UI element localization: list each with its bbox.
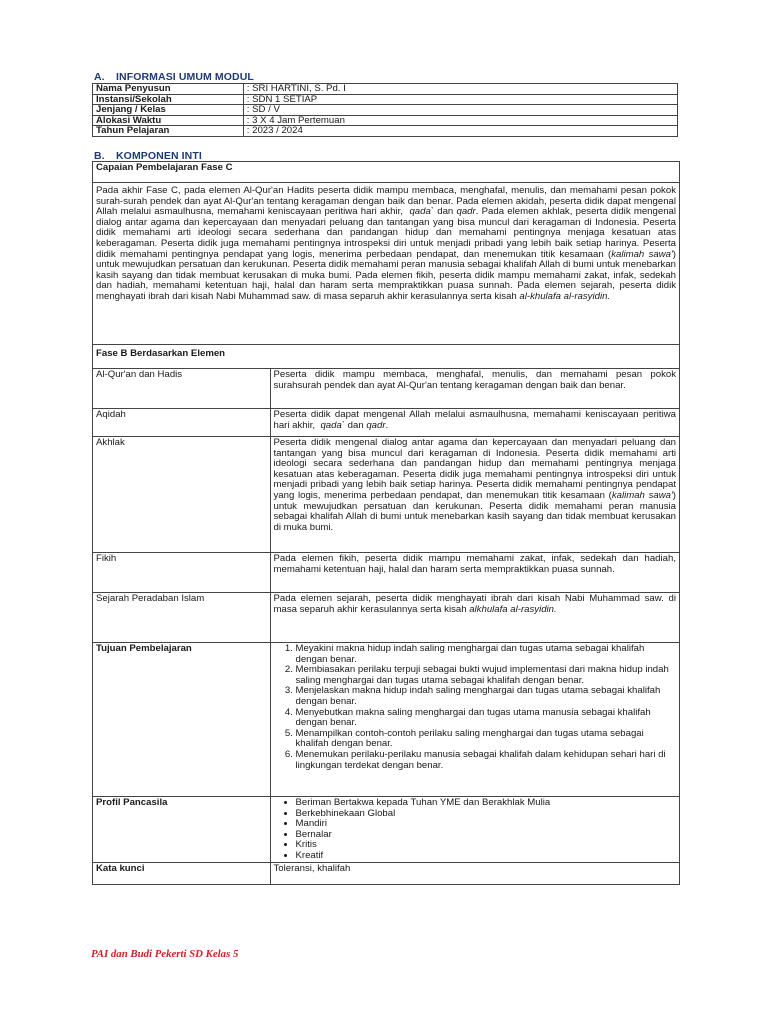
- tujuan-list-cell: [270, 643, 680, 797]
- info-value: : 2023 / 2024: [243, 126, 677, 137]
- capaian-heading: Capaian Pembelajaran Fase C: [93, 162, 680, 183]
- sejarah-italic-khulafa: alkhulafa al-rasyidin.: [469, 603, 557, 615]
- section-a-title: INFORMASI UMUM MODUL: [116, 71, 254, 83]
- sejarah-text: Pada elemen sejarah, peserta didik menghayati ibrah dari kisah Nabi Muhammad saw. di masa separuh akhir kerasulannya serta kisah: [273, 593, 676, 615]
- element-text: [270, 437, 680, 553]
- kata-kunci-row: [93, 862, 680, 884]
- element-label: Aqidah: [93, 409, 271, 437]
- info-label: Jenjang / Kelas: [93, 105, 244, 116]
- tujuan-label: Tujuan Pembelajaran: [93, 643, 271, 797]
- info-row: [93, 126, 678, 137]
- info-value: : SD / V: [243, 105, 677, 116]
- element-text: [270, 409, 680, 437]
- list-item: 6. Menemukan perilaku-perilaku manusia sebagai khalifah dalam kehidupan sehari hari di lingkungan terdekat dengan benar.: [296, 750, 677, 771]
- profil-row: [93, 797, 680, 863]
- element-text: Peserta didik mampu membaca, menghafal, menulis, dan memahami pesan pokok surahsurah pendek dan ayat Al-Qur'an tentang keragaman dengan baik dan benar.: [270, 369, 680, 409]
- list-item: 4. Menyebutkan makna saling menghargai dan tugas utama manusia sebagai khalifah dengan benar.: [296, 708, 677, 729]
- info-row: [93, 84, 678, 95]
- kata-kunci-value: Toleransi, khalifah: [270, 862, 680, 884]
- section-b-title: KOMPONEN INTI: [116, 150, 202, 162]
- capaian-text-1: Pada akhir Fase C, pada elemen Al-Qur'an Hadits peserta didik mampu membaca, menghafal, menulis, dan memahami pesan pokok surah-surah pendek dan ayat Al-Qur'an tentang keragaman dengan baik dan benar. Pada elemen akidah, peserta didik dapat mengenal Allah melalui asmaulhusna, memahami keniscayaan peritiwa hari akhir,: [96, 185, 676, 218]
- info-label: Nama Penyusun: [93, 84, 244, 95]
- list-item: 5. Menampilkan contoh-contoh perilaku saling menghargai dan tugas utama sebagai khalifah dengan benar.: [296, 729, 677, 750]
- aqidah-text-end: .: [385, 419, 389, 431]
- capaian-body-row: [93, 183, 680, 345]
- element-label: Akhlak: [93, 437, 271, 553]
- element-row: [93, 553, 680, 593]
- element-text: Pada elemen fikih, peserta didik mampu memahami zakat, infak, sedekah dan hadiah, memahami ketentuan haji, halal dan haram serta mempraktikkan puasa sunnah.: [270, 553, 680, 593]
- list-item: • Beriman Bertakwa kepada Tuhan YME dan Berakhlak Mulia: [296, 798, 677, 809]
- komponen-table: [92, 161, 680, 885]
- capaian-text-3: ) untuk mewujudkan persatuan dan kerukunan. Peserta didik memahami peran manusia sebagai khalifah Allah di bumi untuk menebarkan kasih sayang dan tidak membuat kerusakan di muka bumi. Pada elemen fikih, peserta didik mampu memahami zakat, infak, sedekah dan hadiah, memahami ketentuan haji, halal dan haram serta mempraktikkan puasa sunnah. Pada elemen sejarah, peserta didik menghayati ibrah dari kisah Nabi Muhammad saw. di masa separuh akhir kerasulannya serta kisah: [96, 248, 676, 302]
- capaian-text-dan: dan: [437, 206, 454, 218]
- element-row: [93, 409, 680, 437]
- info-row: [93, 94, 678, 105]
- info-table: [92, 83, 678, 137]
- fase-b-heading-row: [93, 345, 680, 369]
- info-value: : SDN 1 SETIAP: [243, 94, 677, 105]
- info-row: [93, 105, 678, 116]
- page-footer: PAI dan Budi Pekerti SD Kelas 5: [91, 948, 239, 960]
- capaian-italic-qada: qada`: [409, 206, 434, 218]
- profil-list-cell: [270, 797, 680, 863]
- capaian-paragraph: [93, 183, 680, 345]
- capaian-italic-kalimah: kalimah sawa': [611, 248, 673, 260]
- list-item: 3. Menjelaskan makna hidup indah saling menghargai dan tugas utama sebagai khalifah dengan benar.: [296, 686, 677, 707]
- section-b-number: B.: [94, 150, 105, 162]
- info-row: [93, 115, 678, 126]
- aqidah-text: Peserta didik dapat mengenal Allah melalui asmaulhusna, memahami keniscayaan peritiwa hari akhir,: [273, 409, 676, 431]
- element-label: Fikih: [93, 553, 271, 593]
- aqidah-italic-qada: qada`: [320, 419, 345, 431]
- element-row: [93, 593, 680, 643]
- capaian-italic-qadr: qadr: [456, 206, 476, 218]
- fase-b-heading: Fase B Berdasarkan Elemen: [93, 345, 680, 369]
- element-label: Al-Qur'an dan Hadis: [93, 369, 271, 409]
- tujuan-row: [93, 643, 680, 797]
- tujuan-list: [274, 644, 677, 771]
- list-item: • Berkebhinekaan Global: [296, 809, 677, 820]
- profil-label: Profil Pancasila: [93, 797, 271, 863]
- list-item: • Mandiri: [296, 819, 677, 830]
- element-row: [93, 369, 680, 409]
- info-label: Tahun Pelajaran: [93, 126, 244, 137]
- list-item: 1. Meyakini makna hidup indah saling menghargai dan tugas utama sebagai khalifah dengan benar.: [296, 644, 677, 665]
- profil-list: [274, 798, 677, 862]
- akhlak-italic-kalimah: kalimah sawa': [611, 489, 673, 501]
- akhlak-text: Peserta didik mengenal dialog antar agama dan kepercayaan dan menyadari peluang dan tantangan yang bisa muncul dari keragaman di Indonesia. Peserta didik memahami arti ideologi secara sederhana dan pandangan hidup dan memahami pentingnya menjaga kesatuan atas keberagaman. Peserta didik juga memahami pentingnya introspeksi diri untuk menjadi pribadi yang lebih baik setiap harinya. Peserta didik memahami pentingnya pendapat yang logis, menerima perbedaan pendapat, dan menemukan titik kesamaan (: [273, 437, 676, 501]
- section-a-number: A.: [94, 71, 105, 83]
- capaian-italic-khulafa: al-khulafa al-rasyidin.: [519, 290, 611, 302]
- list-item: • Bernalar: [296, 830, 677, 841]
- akhlak-text-end: ) untuk mewujudkan persatuan dan kerukunan. Peserta didik memahami peran manusia sebagai khalifah Allah di bumi untuk menebarkan kasih sayang dan tidak membuat kerusakan di muka bumi.: [273, 489, 676, 533]
- element-row: [93, 437, 680, 553]
- info-label: Alokasi Waktu: [93, 115, 244, 126]
- info-value: : SRI HARTINI, S. Pd. I: [243, 84, 677, 95]
- info-value: : 3 X 4 Jam Pertemuan: [243, 115, 677, 126]
- info-label: Instansi/Sekolah: [93, 94, 244, 105]
- element-label: Sejarah Peradaban Islam: [93, 593, 271, 643]
- section-a-heading: [94, 71, 254, 83]
- capaian-text-2: . Pada elemen akhlak, peserta didik mengenal dialog antar agama dan kepercayaan dan menyadari peluang dan tantangan yang bisa muncul dari keragaman di Indonesia. Peserta didik memahami arti ideologi secara sederhana dan pandangan hidup dan memahami pentingnya menjaga kesatuan atas keberagaman. Peserta didik juga memahami pentingnya introspeksi diri untuk menjadi pribadi yang lebih baik setiap harinya. Peserta didik memahami pentingnya pendapat yang logis, menerima perbedaan pendapat, dan menemukan titik kesamaan (: [96, 206, 676, 260]
- capaian-heading-row: [93, 162, 680, 183]
- aqidah-italic-qadr: qadr: [366, 419, 386, 431]
- list-item: • Kreatif: [296, 851, 677, 862]
- kata-kunci-label: Kata kunci: [93, 862, 271, 884]
- list-item: 2. Membiasakan perilaku terpuji sebagai bukti wujud implementasi dari makna hidup indah saling menghargai dan tugas utama sebagai khalifah dengan benar.: [296, 665, 677, 686]
- aqidah-text-dan: dan: [347, 419, 364, 431]
- list-item: • Kritis: [296, 840, 677, 851]
- element-text: [270, 593, 680, 643]
